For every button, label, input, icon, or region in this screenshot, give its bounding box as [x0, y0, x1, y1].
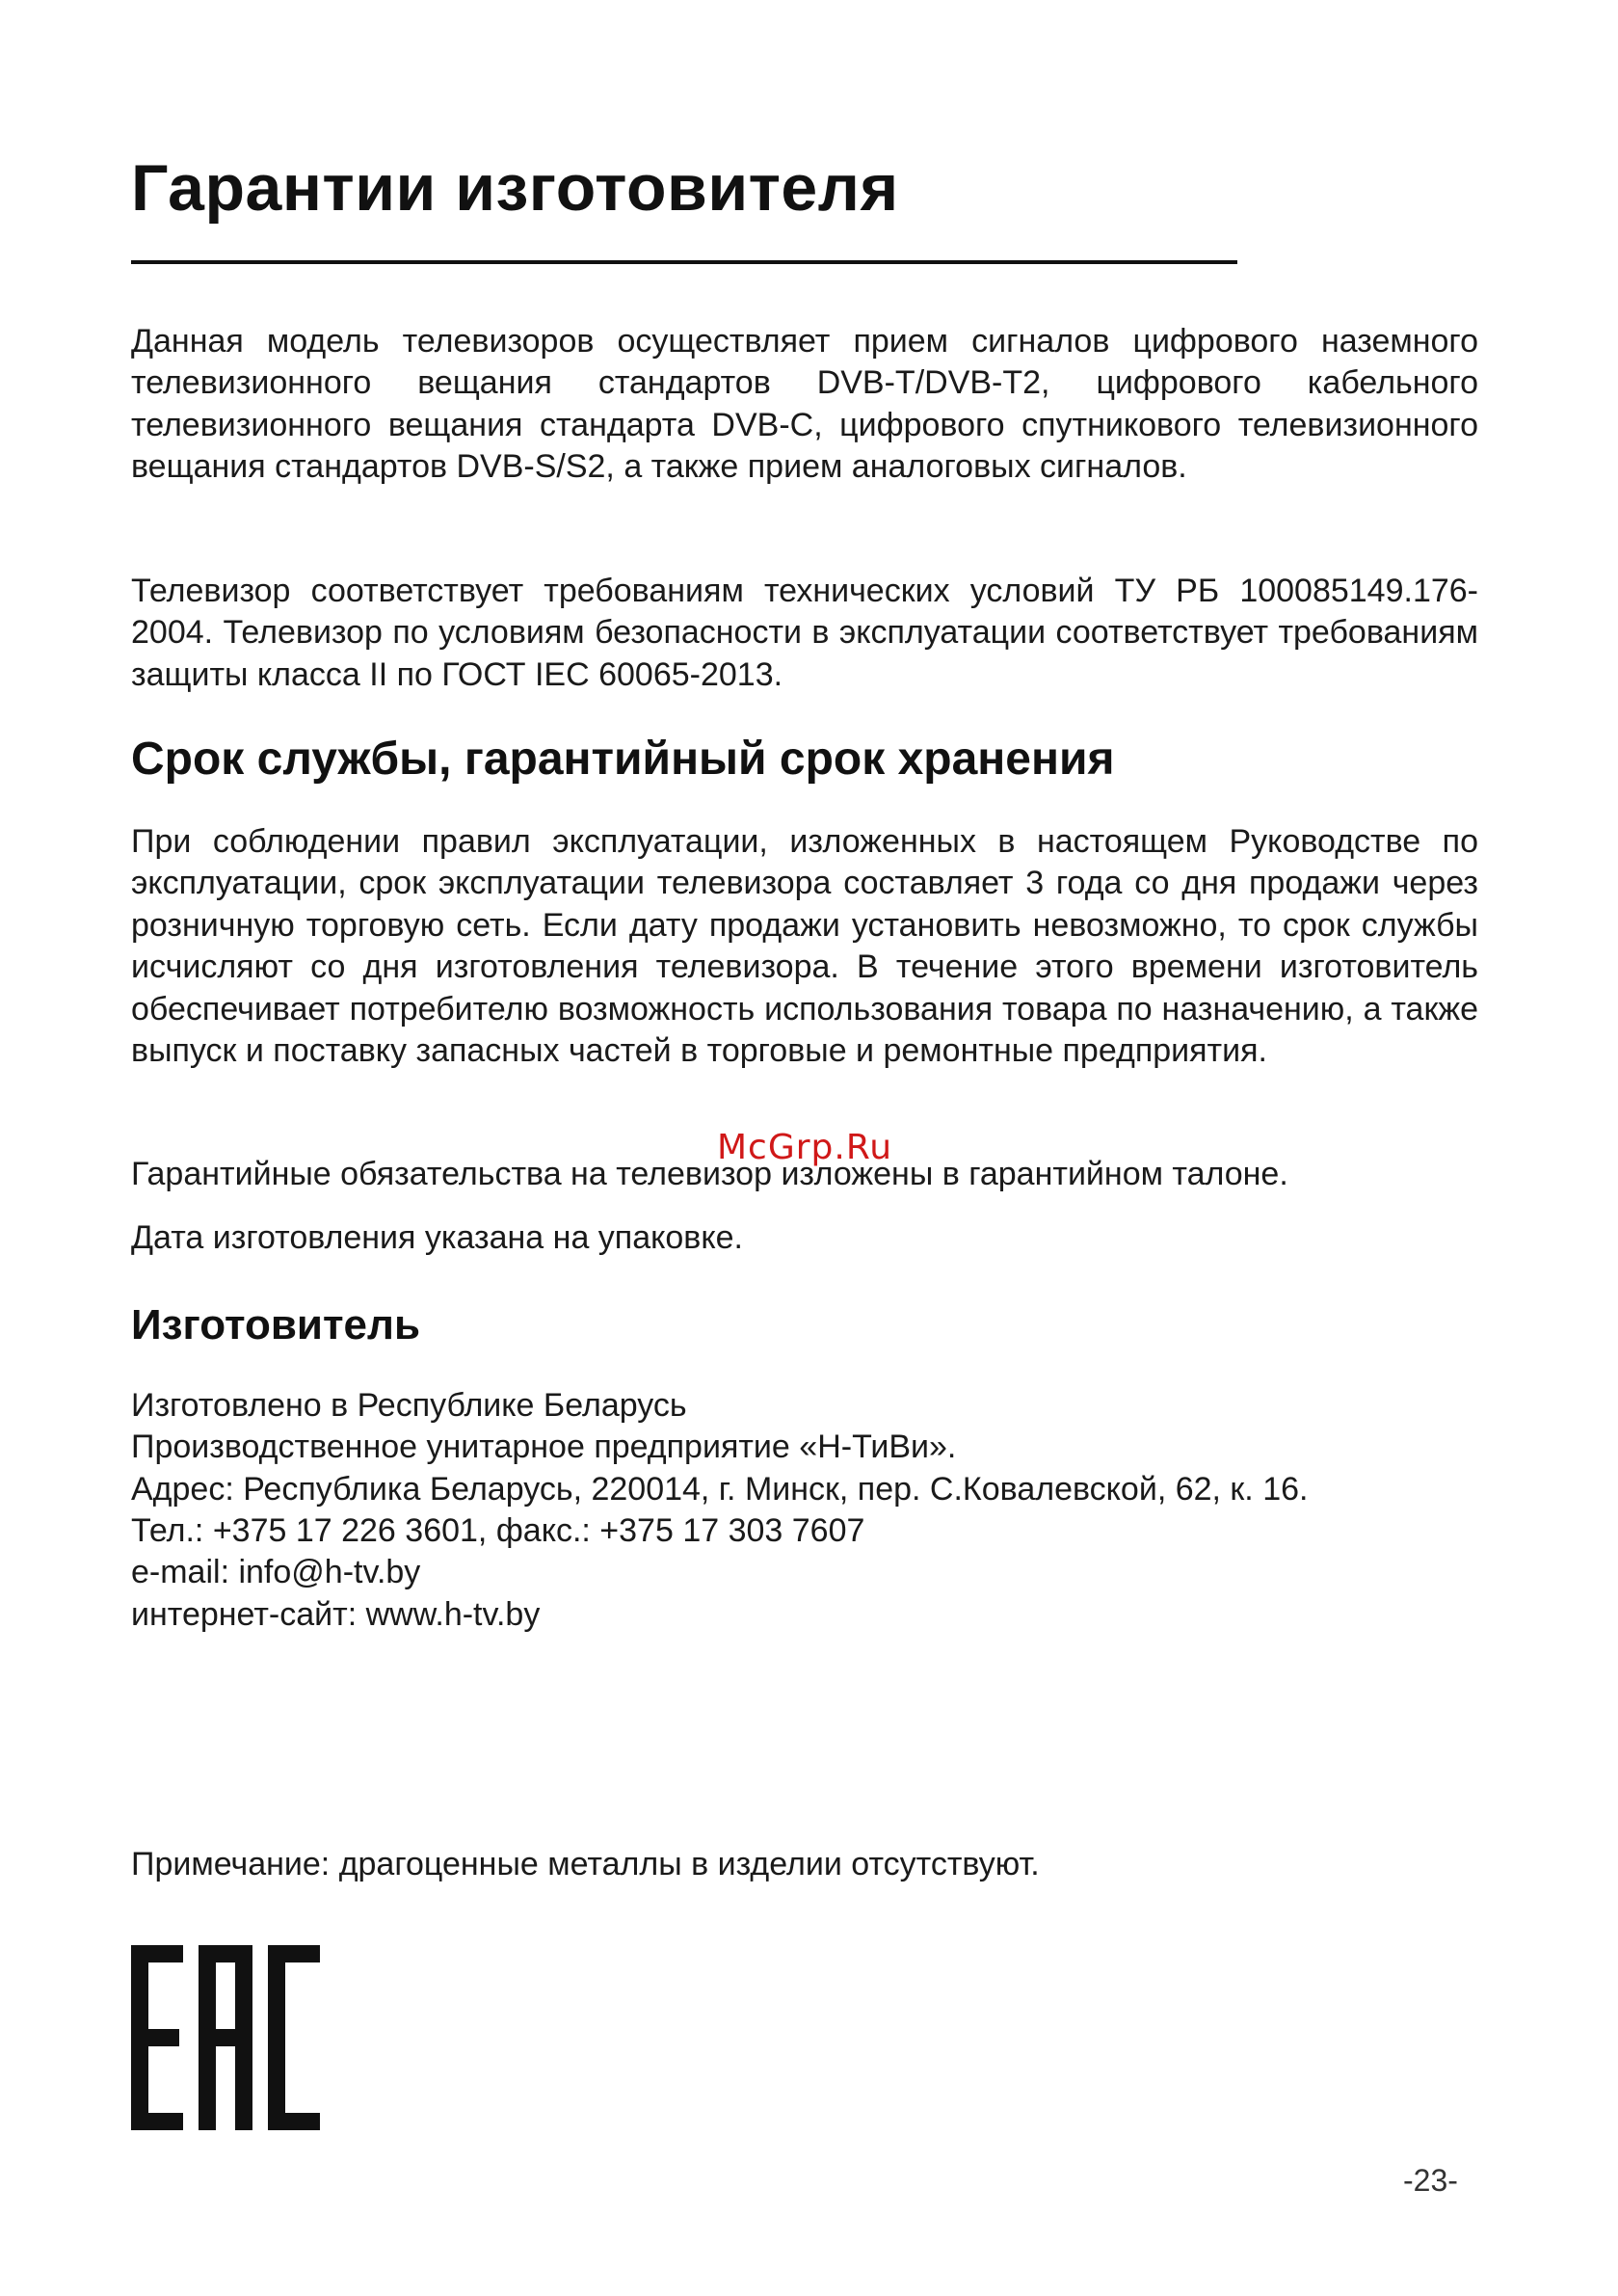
intro-paragraph-1: Данная модель телевизоров осуществляет прием сигналов цифрового наземного телевизионного вещания стандартов DVB-T/DVB-T2, цифрового кабельного телевизионного вещания стандарта DVB-C, цифрового спутникового телевизионного вещания стандартов DVB-S/S2, а также прием аналоговых сигналов.	[131, 323, 1478, 486]
manufacturer-phone: Тел.: +375 17 226 3601, факс.: +375 17 303 7607	[131, 1512, 865, 1549]
manufacturer-address: Адрес: Республика Беларусь, 220014, г. Минск, пер. С.Ковалевской, 62, к. 16.	[131, 1471, 1309, 1508]
precious-metals-note: Примечание: драгоценные металлы в изделии отсутствуют.	[131, 1846, 1040, 1882]
warranty-paragraph: Гарантийные обязательства на телевизор изложены в гарантийном талоне.	[131, 1156, 1288, 1192]
manufacturer-country: Изготовлено в Республике Беларусь	[131, 1387, 687, 1424]
watermark: McGrp.Ru	[717, 1128, 893, 1167]
intro-paragraph-2: Телевизор соответствует требованиям технических условий ТУ РБ 100085149.176-2004. Телевизор по условиям безопасности в эксплуатации соответствует требованиям защиты класса II по ГОСТ IEC 60065-2013.	[131, 573, 1478, 693]
page-number: -23-	[1403, 2163, 1458, 2198]
eac-mark-logo	[131, 1945, 320, 2130]
manufacturer-company: Производственное унитарное предприятие «Н-ТиВи».	[131, 1428, 957, 1465]
page-title: Гарантии изготовителя	[131, 151, 899, 225]
title-divider	[131, 260, 1237, 264]
manufacture-date-paragraph: Дата изготовления указана на упаковке.	[131, 1219, 743, 1256]
manufacturer-email: e-mail: info@h-tv.by	[131, 1554, 421, 1590]
service-life-heading: Срок службы, гарантийный срок хранения	[131, 734, 1115, 785]
manufacturer-heading: Изготовитель	[131, 1301, 420, 1348]
service-life-paragraph: При соблюдении правил эксплуатации, изложенных в настоящем Руководстве по эксплуатации, срок эксплуатации телевизора составляет 3 года со дня продажи через розничную торговую сеть. Если дату продажи установить невозможно, то срок службы исчисляют со дня изготовления телевизора. В течение этого времени изготовитель обеспечивает потребителю возможность использования товара по назначению, а также выпуск и поставку запасных частей в торговые и ремонтные предприятия.	[131, 823, 1478, 1070]
manufacturer-website: интернет-сайт: www.h-tv.by	[131, 1596, 541, 1633]
